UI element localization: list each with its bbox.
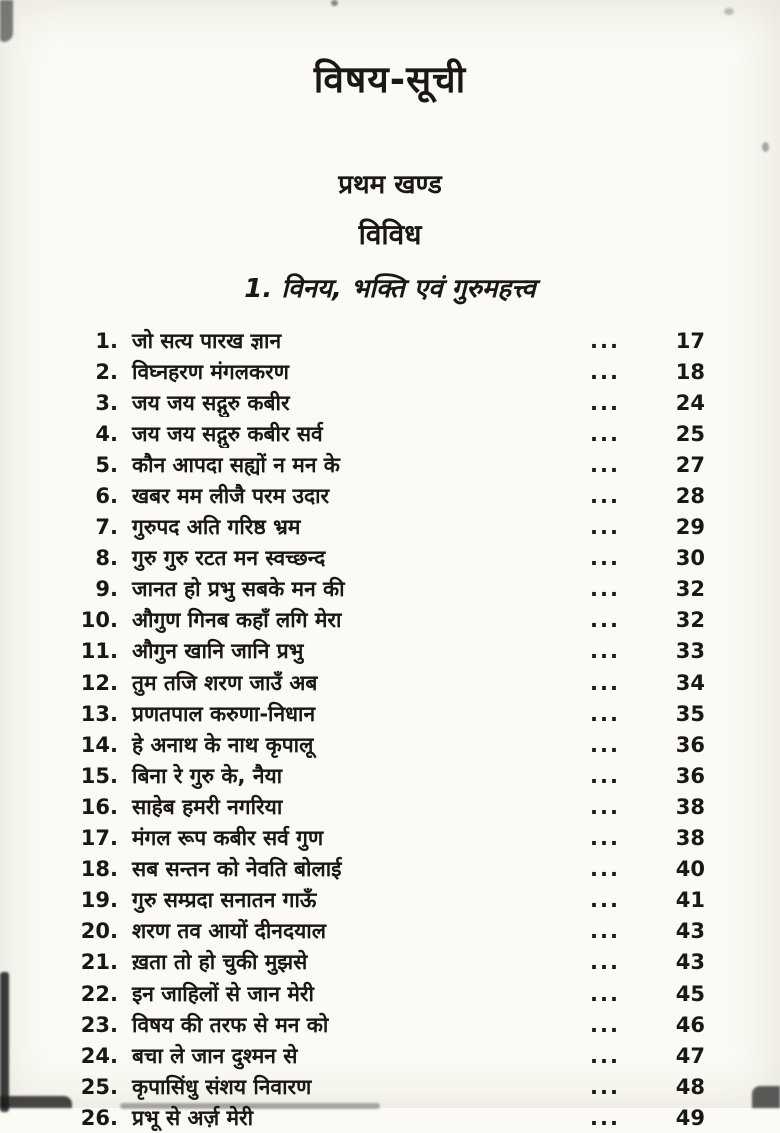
entry-page-number: 43 — [675, 919, 705, 944]
entry-page-number: 34 — [675, 670, 705, 695]
toc-row — [70, 1009, 705, 1040]
toc-row — [70, 574, 705, 605]
entry-page-number: 40 — [675, 857, 705, 882]
leader-dots: ... — [590, 701, 620, 726]
entry-page-number: 24 — [675, 390, 705, 415]
entry-number: 24. — [80, 1043, 118, 1068]
entry-number: 1. — [95, 328, 118, 353]
toc-row — [70, 698, 705, 729]
entry-number: 18. — [80, 857, 118, 882]
entry-number: 21. — [80, 950, 118, 975]
leader-dots: ... — [590, 1012, 620, 1037]
leader-dots: ... — [590, 857, 620, 882]
toc-row — [70, 605, 705, 636]
toc-row — [70, 885, 705, 916]
toc-row — [70, 947, 705, 978]
entry-number: 25. — [80, 1074, 118, 1099]
entry-title: बचा ले जान दुश्मन से — [132, 1043, 298, 1068]
entry-title: औगुण गिनब कहाँ लगि मेरा — [132, 608, 342, 633]
scan-artifact-bottom-right — [752, 1086, 780, 1108]
entry-number: 16. — [80, 794, 118, 819]
entry-number: 14. — [80, 732, 118, 757]
entry-title: गुरु गुरु रटत मन स्वच्छन्द — [132, 546, 326, 571]
chapter-heading: 1. विनय, भक्ति एवं गुरुमहत्त्व — [244, 274, 536, 304]
scan-artifact-top-speck — [331, 0, 338, 6]
entry-title: गुरु सम्प्रदा सनातन गाऊँ — [132, 888, 317, 913]
page-title: विषय-सूची — [313, 58, 467, 101]
entry-page-number: 25 — [675, 421, 705, 446]
toc-row — [70, 823, 705, 854]
leader-dots: ... — [590, 981, 620, 1006]
toc-row — [70, 729, 705, 760]
scan-artifact-top-right — [724, 8, 734, 15]
entry-number: 5. — [95, 452, 118, 477]
entry-page-number: 27 — [675, 452, 705, 477]
leader-dots: ... — [590, 950, 620, 975]
entry-page-number: 36 — [675, 732, 705, 757]
entry-title: जय जय सद्गुरु कबीर — [132, 390, 290, 415]
entry-page-number: 17 — [675, 328, 705, 353]
entry-page-number: 35 — [675, 701, 705, 726]
leader-dots: ... — [590, 546, 620, 571]
leader-dots: ... — [590, 826, 620, 851]
entry-title: बिना रे गुरु के, नैया — [132, 763, 283, 788]
entry-title: इन जाहिलों से जान मेरी — [132, 981, 314, 1006]
leader-dots: ... — [590, 639, 620, 664]
toc-list — [0, 325, 780, 1133]
entry-number: 10. — [80, 608, 118, 633]
entry-number: 17. — [80, 826, 118, 851]
entry-title: औगुन खानि जानि प्रभु — [132, 639, 304, 664]
entry-page-number: 38 — [675, 794, 705, 819]
scan-artifact-bottom-left — [0, 1096, 72, 1108]
toc-row — [70, 418, 705, 449]
entry-title: विषय की तरफ से मन को — [132, 1012, 329, 1037]
entry-title: खबर मम लीजै परम उदार — [132, 484, 330, 509]
entry-title: साहेब हमरी नगरिया — [132, 794, 283, 819]
entry-title: विघ्नहरण मंगलकरण — [132, 359, 289, 384]
toc-row — [70, 356, 705, 387]
entry-title: मंगल रूप कबीर सर्व गुण — [132, 826, 324, 851]
leader-dots: ... — [590, 421, 620, 446]
toc-row — [70, 916, 705, 947]
entry-page-number: 49 — [675, 1105, 705, 1130]
entry-page-number: 47 — [675, 1043, 705, 1068]
entry-number: 4. — [95, 421, 118, 446]
entry-title: गुरुपद अति गरिष्ठ भ्रम — [132, 515, 301, 540]
toc-row — [70, 1071, 705, 1102]
toc-row — [70, 854, 705, 885]
entry-title: जानत हो प्रभु सबके मन की — [132, 577, 345, 602]
entry-title: कौन आपदा सह्यों न मन के — [132, 452, 340, 477]
entry-number: 19. — [80, 888, 118, 913]
leader-dots: ... — [590, 732, 620, 757]
entry-title: प्रणतपाल करुणा-निधान — [132, 701, 316, 726]
toc-row — [70, 978, 705, 1009]
entry-page-number: 32 — [675, 608, 705, 633]
entry-page-number: 29 — [675, 515, 705, 540]
leader-dots: ... — [590, 794, 620, 819]
entry-page-number: 32 — [675, 577, 705, 602]
leader-dots: ... — [590, 763, 620, 788]
toc-row — [70, 667, 705, 698]
subsection-heading: विविध — [358, 218, 422, 251]
toc-row — [70, 791, 705, 822]
leader-dots: ... — [590, 359, 620, 384]
entry-number: 6. — [95, 484, 118, 509]
entry-page-number: 41 — [675, 888, 705, 913]
leader-dots: ... — [590, 452, 620, 477]
entry-title: तुम तजि शरण जाउँ अब — [132, 670, 318, 695]
leader-dots: ... — [590, 390, 620, 415]
entry-title: शरण तव आयों दीनदयाल — [132, 919, 326, 944]
leader-dots: ... — [590, 1074, 620, 1099]
leader-dots: ... — [590, 1043, 620, 1068]
entry-title: सब सन्तन को नेवति बोलाई — [132, 857, 342, 882]
toc-row — [70, 325, 705, 356]
toc-row — [70, 512, 705, 543]
leader-dots: ... — [590, 608, 620, 633]
toc-row — [70, 449, 705, 480]
entry-title: प्रभू से अर्ज़ मेरी — [132, 1105, 254, 1130]
entry-number: 12. — [80, 670, 118, 695]
entry-number: 3. — [95, 390, 118, 415]
entry-page-number: 28 — [675, 484, 705, 509]
entry-page-number: 18 — [675, 359, 705, 384]
toc-row — [70, 387, 705, 418]
entry-number: 8. — [95, 546, 118, 571]
entry-title: जो सत्य पारख ज्ञान — [132, 328, 282, 353]
entry-page-number: 36 — [675, 763, 705, 788]
scan-artifact-top-left — [0, 0, 13, 42]
scan-artifact-left-streak — [0, 972, 9, 1112]
entry-page-number: 30 — [675, 546, 705, 571]
entry-page-number: 38 — [675, 826, 705, 851]
leader-dots: ... — [590, 515, 620, 540]
leader-dots: ... — [590, 1105, 620, 1130]
entry-number: 9. — [95, 577, 118, 602]
entry-number: 2. — [95, 359, 118, 384]
leader-dots: ... — [590, 919, 620, 944]
leader-dots: ... — [590, 888, 620, 913]
entry-number: 7. — [95, 515, 118, 540]
scan-artifact-right-speck — [762, 142, 769, 152]
leader-dots: ... — [590, 328, 620, 353]
entry-title: ख़ता तो हो चुकी मुझसे — [132, 950, 308, 975]
entry-page-number: 46 — [675, 1012, 705, 1037]
entry-title: जय जय सद्गुरु कबीर सर्व — [132, 421, 323, 446]
entry-number: 20. — [80, 919, 118, 944]
scan-artifact-bottom-mid — [120, 1103, 380, 1109]
leader-dots: ... — [590, 484, 620, 509]
entry-number: 11. — [80, 639, 118, 664]
entry-title: कृपासिंधु संशय निवारण — [132, 1074, 312, 1099]
toc-row — [70, 480, 705, 511]
entry-page-number: 43 — [675, 950, 705, 975]
entry-number: 23. — [80, 1012, 118, 1037]
toc-row — [70, 760, 705, 791]
entry-number: 22. — [80, 981, 118, 1006]
toc-row — [70, 543, 705, 574]
toc-row — [70, 1040, 705, 1071]
entry-number: 13. — [80, 701, 118, 726]
entry-page-number: 45 — [675, 981, 705, 1006]
entry-number: 26. — [80, 1105, 118, 1130]
leader-dots: ... — [590, 670, 620, 695]
toc-row — [70, 636, 705, 667]
entry-page-number: 48 — [675, 1074, 705, 1099]
leader-dots: ... — [590, 577, 620, 602]
entry-title: हे अनाथ के नाथ कृपालू — [132, 732, 314, 757]
entry-page-number: 33 — [675, 639, 705, 664]
section-heading: प्रथम खण्ड — [338, 170, 442, 200]
entry-number: 15. — [80, 763, 118, 788]
